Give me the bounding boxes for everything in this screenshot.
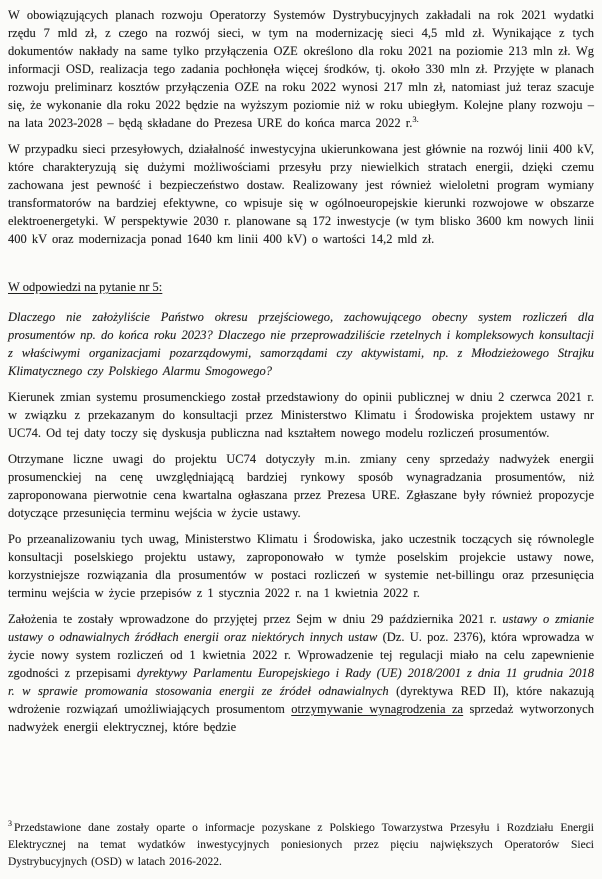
act-closing-text: sprzedaż wytworzonych nadwyżek energii elektrycznej, które będzie: [8, 702, 594, 734]
footnote-reference-3: 3.: [412, 113, 419, 124]
paragraph-uc74-feedback: [8, 450, 594, 522]
paragraph-ministry-proposal: [8, 530, 594, 602]
act-red2-text: (dyrektywa RED II), które nakazują wdrożenie rozwiązań umożliwiających prosumentom: [8, 684, 595, 716]
paragraph-transmission-network: [8, 140, 594, 248]
paragraph-prosumer-direction-text: Kierunek zmian systemu prosumenckiego został przedstawiony do opinii publicznej w dniu 2 czerwca 2021 r. w związku z przekazanym do konsultacji przez Ministerstwo Klimatu i Środowiska projektem ustawy nr UC74. Od tej daty toczy się dyskusja publiczna nad kształtem nowego modelu rozliczeń prosumentów.: [8, 390, 594, 440]
paragraph-act-amendment: [8, 610, 594, 736]
act-middle-text: (Dz. U. poz. 2376), która wprowadza w życie nowy system rozliczeń od 1 kwietnia 2022 r. Wprowadzenie tej regulacji miało na celu zapewnienie zgodności z przepisami: [8, 630, 594, 680]
paragraph-transmission-network-text: W przypadku sieci przesyłowych, działalność inwestycyjna ukierunkowana jest głównie na rozwój linii 400 kV, które charakteryzują się dużymi możliwościami przesyłu przy niewielkich stratach energii, dzięki czemu zachowana jest pewność i bezpieczeństwo dostaw. Realizowany jest również wieloletni program wymiany transformatorów na bardziej efektywne, co wpisuje się w ogólnoeuropejskie kierunki rozwojowe w obszarze elektroenergetyki. W perspektywie 2030 r. planowane są 172 inwestycje (w tym blisko 3600 km nowych linii 400 kV oraz modernizacja ponad 1640 km linii 400 kV) o wartości 14,2 mld zł.: [8, 142, 594, 246]
directive-title-italic: dyrektywy Parlamentu Europejskiego i Rady (UE) 2018/2001 z dnia 11 grudnia 2018 r. w sprawie promowania stosowania energii ze źródeł odnawialnych: [8, 666, 595, 698]
act-title-italic: ustawy o zmianie ustawy o odnawialnych źródłach energii oraz niektórych innych ustaw: [8, 612, 595, 644]
underlined-phrase: otrzymywanie wynagrodzenia za: [291, 702, 464, 716]
footnote-3: [8, 812, 594, 871]
act-intro-text: Założenia te zostały wprowadzone do przyjętej przez Sejm w dniu 29 października 2021 r.: [8, 612, 503, 626]
paragraph-uc74-feedback-text: Otrzymane liczne uwagi do projektu UC74 dotyczyły m.in. zmiany ceny sprzedaży nadwyżek energii prosumenckiej na cenę uwzględniającą bardziej rynkowy sposób wynagradzania prosumentów, niż zaproponowana pierwotnie cena kwartalna ogłaszana przez Prezesa URE. Zgłaszane były również propozycje dotyczące przesunięcia terminu wejścia w życie ustawy.: [8, 452, 594, 520]
heading-answer-question-5-text: W odpowiedzi na pytanie nr 5:: [8, 280, 163, 294]
paragraph-question-5-text: Dlaczego nie założyliście Państwo okresu przejściowego, zachowującego obecny system rozliczeń dla prosumentów np. do końca roku 2023? Dlaczego nie przeprowadziliście rzetelnych i kompleksowych konsultacji z właściwymi organizacjami pozarządowymi, samorządami czy aktywistami, np. z Młodzieżowego Strajku Klimatycznego czy Polskiego Alarmu Smogowego?: [8, 310, 594, 378]
paragraph-prosumer-direction: [8, 388, 594, 442]
footnote-3-text: Przedstawione dane zostały oparte o informacje pozyskane z Polskiego Towarzystwa Przesyłu i Rozdziału Energii Elektrycznej na temat wydatków inwestycyjnych poniesionych przez pięciu największych Operatorów Sieci Dystrybucyjnych (OSD) w latach 2016-2022.: [8, 822, 594, 868]
paragraph-ministry-proposal-text: Po przeanalizowaniu tych uwag, Ministerstwo Klimatu i Środowiska, jako uczestnik toczących się równolegle konsultacji poselskiego projektu ustawy, zaproponowało w tymże poselskim projekcie ustawy nowe, korzystniejsze rozwiązania dla prosumentów w postaci rozliczeń w systemie net-billingu oraz przesunięcia terminu wejścia w życie przepisów z 1 stycznia 2022 r. na 1 kwietnia 2022 r.: [8, 532, 594, 600]
paragraph-osd-plans-text: W obowiązujących planach rozwoju Operatorzy Systemów Dystrybucyjnych zakładali na rok 2021 wydatki rzędu 7 mld zł, z czego na rozwój sieci, w tym na modernizację sieci 4,5 mld zł. Wynikające z tych dokumentów nakłady na same tylko przyłączenia OZE określono dla roku 2021 na poziomie 213 mln zł. Wg informacji OSD, realizacja tego zadania pochłonęła więcej środków, tj. około 330 mln zł. Przyjęte w planach rozwoju preliminarz kosztów przyłączenia OZE na roku 2022 wynosi 217 mln zł, natomiast już teraz szacuje się, że wykonanie dla roku 2022 będzie na wyższym poziomie niż w roku ubiegłym. Kolejne plany rozwoju – na lata 2023-2028 – będą składane do Prezesa URE do końca marca 2022 r.: [8, 8, 594, 130]
heading-answer-question-5: [8, 278, 594, 296]
paragraph-question-5: [8, 308, 594, 380]
paragraph-osd-plans: [8, 6, 594, 132]
footnote-3-marker: 3: [8, 819, 12, 829]
